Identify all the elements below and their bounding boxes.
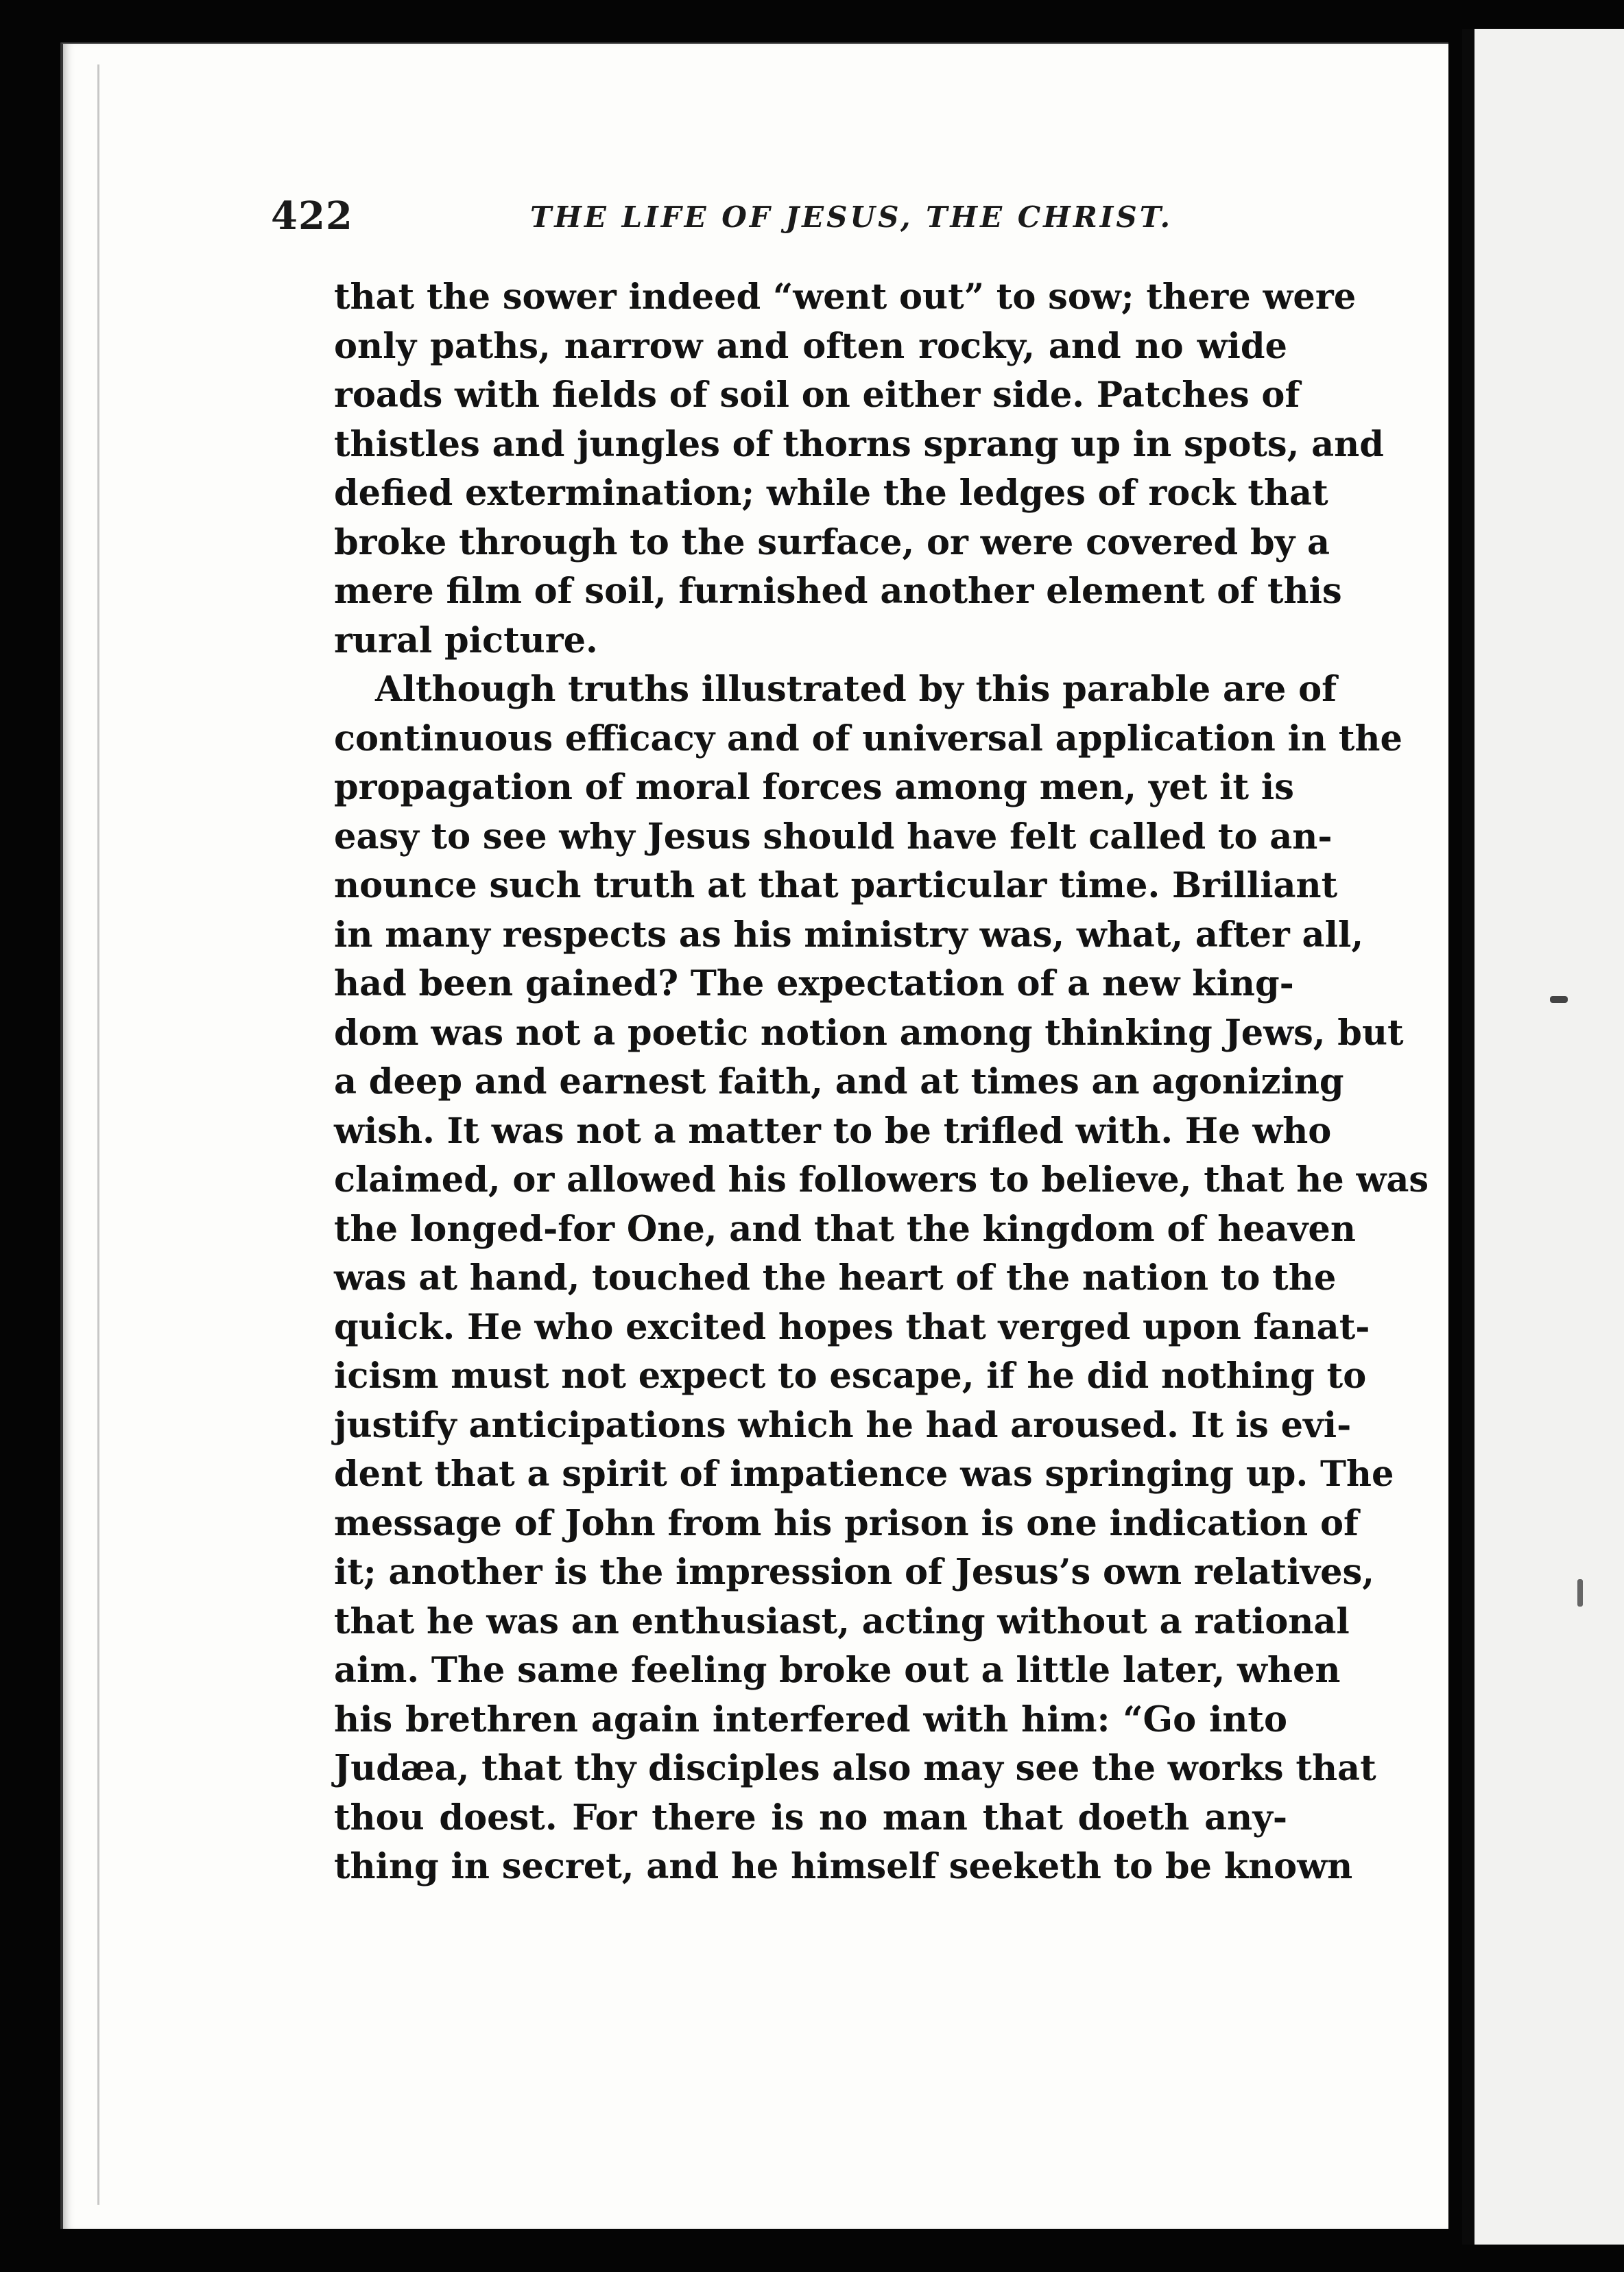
text-line: thing in secret, and he himself seeketh to be known <box>334 1846 1353 1887</box>
text-line: Although truths illustrated by this parable are of <box>375 669 1337 710</box>
text-line: easy to see why Jesus should have felt called to an- <box>334 816 1333 857</box>
text-line: roads with fields of soil on either side. Patches of <box>334 375 1300 416</box>
paragraph <box>334 273 1384 665</box>
text-line: aim. The same feeling broke out a little later, when <box>334 1650 1341 1691</box>
text-line: thou doest. For there is no man that doeth any- <box>334 1797 1287 1838</box>
text-line: dent that a spirit of impatience was springing up. The <box>334 1454 1394 1495</box>
text-line: the longed-for One, and that the kingdom of heaven <box>334 1208 1356 1250</box>
text-line: continuous efficacy and of universal application in the <box>334 718 1402 759</box>
text-line: message of John from his prison is one indication of <box>334 1502 1359 1544</box>
adjacent-page-edge <box>1462 29 1624 2245</box>
text-line: defied extermination; while the ledges of rock that <box>334 473 1328 514</box>
body-text <box>334 273 1429 1892</box>
text-line: icism must not expect to escape, if he did nothing to <box>334 1356 1367 1397</box>
page-number: 422 <box>271 193 353 239</box>
text-line: propagation of moral forces among men, yet it is <box>334 767 1294 808</box>
text-line: his brethren again interfered with him: “Go into <box>334 1699 1287 1740</box>
text-line: nounce such truth at that particular time. Brilliant <box>334 865 1338 906</box>
text-line: quick. He who excited hopes that verged upon fanat- <box>334 1306 1370 1348</box>
ink-speck <box>1577 1579 1583 1607</box>
text-line: that the sower indeed “went out” to sow; there were <box>334 276 1357 318</box>
gutter-line <box>97 64 99 2205</box>
text-line: had been gained? The expectation of a new king- <box>334 963 1294 1004</box>
text-line: in many respects as his ministry was, what, after all, <box>334 914 1364 956</box>
paragraph <box>334 665 1429 1892</box>
text-line: wish. It was not a matter to be trifled with. He who <box>334 1110 1332 1152</box>
text-line: justify anticipations which he had aroused. It is evi- <box>334 1404 1352 1446</box>
text-line: mere film of soil, furnished another element of this <box>334 571 1342 612</box>
ink-speck <box>1550 996 1568 1003</box>
text-line: Judæa, that thy disciples also may see the works that <box>334 1748 1376 1789</box>
text-line: it; another is the impression of Jesus’s own relatives, <box>334 1552 1375 1593</box>
text-line: thistles and jungles of thorns sprang up in spots, and <box>334 423 1384 465</box>
text-line: rural picture. <box>334 619 598 661</box>
text-line: was at hand, touched the heart of the nation to the <box>334 1257 1337 1299</box>
text-line: claimed, or allowed his followers to believe, that he was <box>334 1159 1429 1200</box>
running-title: THE LIFE OF JESUS, THE CHRIST. <box>530 200 1173 234</box>
text-line: that he was an enthusiast, acting without a rational <box>334 1600 1350 1642</box>
text-line: broke through to the surface, or were covered by a <box>334 521 1330 563</box>
page-header <box>271 193 1368 241</box>
text-line: a deep and earnest faith, and at times an agonizing <box>334 1061 1344 1102</box>
text-line: dom was not a poetic notion among thinking Jews, but <box>334 1012 1404 1054</box>
text-line: only paths, narrow and often rocky, and no wide <box>334 325 1287 367</box>
